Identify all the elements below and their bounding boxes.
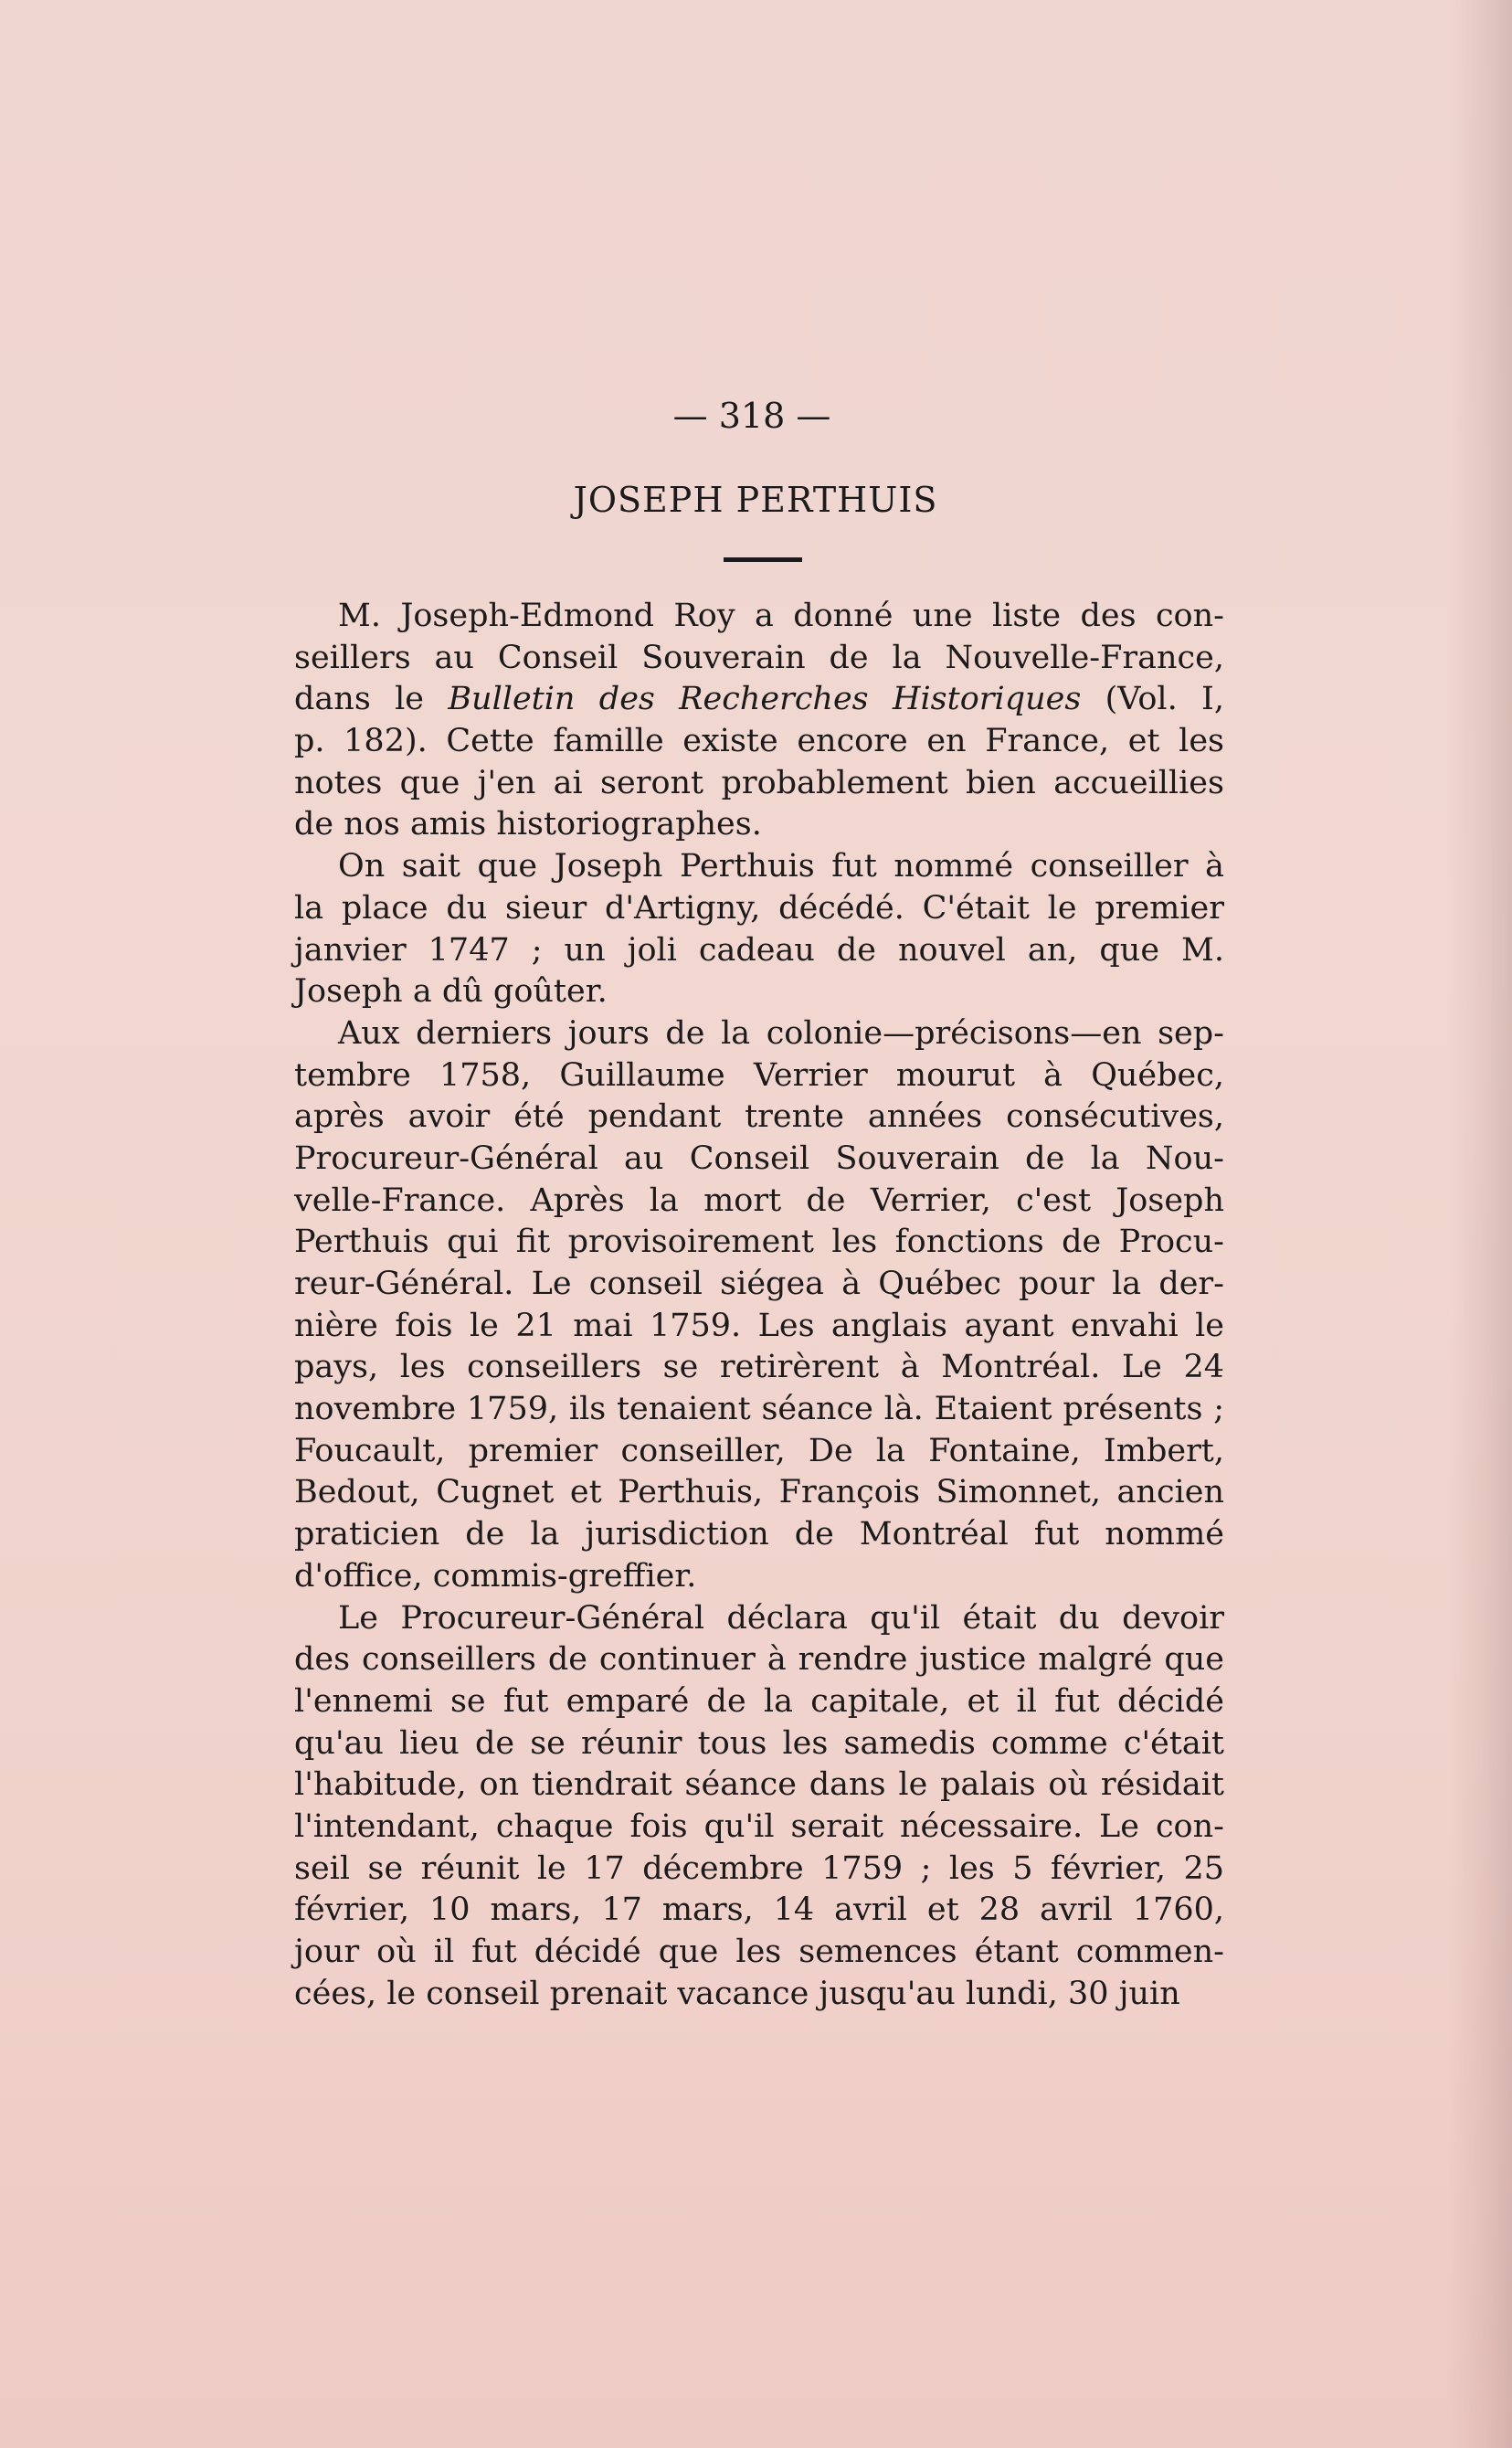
text-line: l'intendant, chaque fois qu'il serait nécessaire. Le con- [294,1807,1224,1845]
text-line: janvier 1747 ; un joli cadeau de nouvel an, que M. [294,931,1224,969]
text-line: Joseph a dû goûter. [294,973,608,1011]
paragraph [294,1598,1224,2016]
text-line: des conseillers de continuer à rendre justice malgré que [294,1641,1224,1679]
text-line: seillers au Conseil Souverain de la Nouvelle-France, [294,639,1224,676]
paragraph [294,1013,1224,1598]
paragraph [294,846,1224,1013]
text-line: qu'au lieu de se réunir tous les samedis comme c'était [294,1724,1224,1762]
text-line: Foucault, premier conseiller, De la Fontaine, Imbert, [294,1432,1224,1469]
text-line: reur-Général. Le conseil siégea à Québec pour la der- [294,1266,1224,1302]
text-line: février, 10 mars, 17 mars, 14 avril et 28 avril 1760, [294,1892,1224,1929]
text-line: p. 182). Cette famille existe encore en France, et les [294,723,1224,760]
text-line: la place du sieur d'Artigny, décédé. C'était le premier [294,889,1224,927]
text-line: Procureur-Général au Conseil Souverain de la Nou- [294,1139,1224,1177]
text-line: praticien de la jurisdiction de Montréal fut nommé [294,1516,1224,1553]
text-run: (Vol. I, [1081,681,1225,718]
text-line: Perthuis qui fit provisoirement les fonctions de Procu- [294,1224,1224,1261]
text-line: velle-France. Après la mort de Verrier, c'est Joseph [294,1182,1224,1219]
text-run: dans le [294,681,449,718]
text-line: On sait que Joseph Perthuis fut nommé conseiller à [338,848,1224,885]
text-line: l'habitude, on tiendrait séance dans le palais où résidait [294,1766,1224,1804]
article-body [294,596,1224,2015]
text-line: M. Joseph-Edmond Roy a donné une liste des con- [338,598,1224,634]
text-line: novembre 1759, ils tenaient séance là. Etaient présents ; [294,1391,1224,1428]
text-line: tembre 1758, Guillaume Verrier mourut à Québec, [294,1056,1224,1094]
article-title: JOSEPH PERTHUIS [573,480,938,520]
text-line: jour où il fut décidé que les semences étant commen- [294,1934,1224,1970]
page-number: — 318 — [672,396,831,436]
title-divider [724,557,802,562]
text-line: Le Procureur-Général déclara qu'il était du devoir [338,1599,1224,1637]
text-line: Aux derniers jours de la colonie—précisons—en sep- [338,1014,1224,1052]
text-line: de nos amis historiographes. [294,806,762,843]
journal-title-italic: Bulletin des Recherches Historiques [448,681,1082,718]
text-line: Bedout, Cugnet et Perthuis, François Simonnet, ancien [294,1474,1224,1511]
text-line: seil se réunit le 17 décembre 1759 ; les 5 février, 25 [294,1849,1224,1887]
text-line: après avoir été pendant trente années consécutives, [294,1098,1224,1136]
paragraph [294,596,1224,846]
text-line: pays, les conseillers se retirèrent à Montréal. Le 24 [294,1349,1224,1386]
text-line: notes que j'en ai seront probablement bien accueillies [294,764,1224,801]
text-line: l'ennemi se fut emparé de la capitale, et il fut décidé [294,1682,1224,1720]
text-line: cées, le conseil prenait vacance jusqu'au lundi, 30 juin [294,1975,1180,2012]
text-line [294,679,1224,721]
text-line: d'office, commis-greffier. [294,1557,697,1595]
page-edge-shadow [1448,0,1512,2448]
text-line: nière fois le 21 mai 1759. Les anglais ayant envahi le [294,1307,1224,1344]
